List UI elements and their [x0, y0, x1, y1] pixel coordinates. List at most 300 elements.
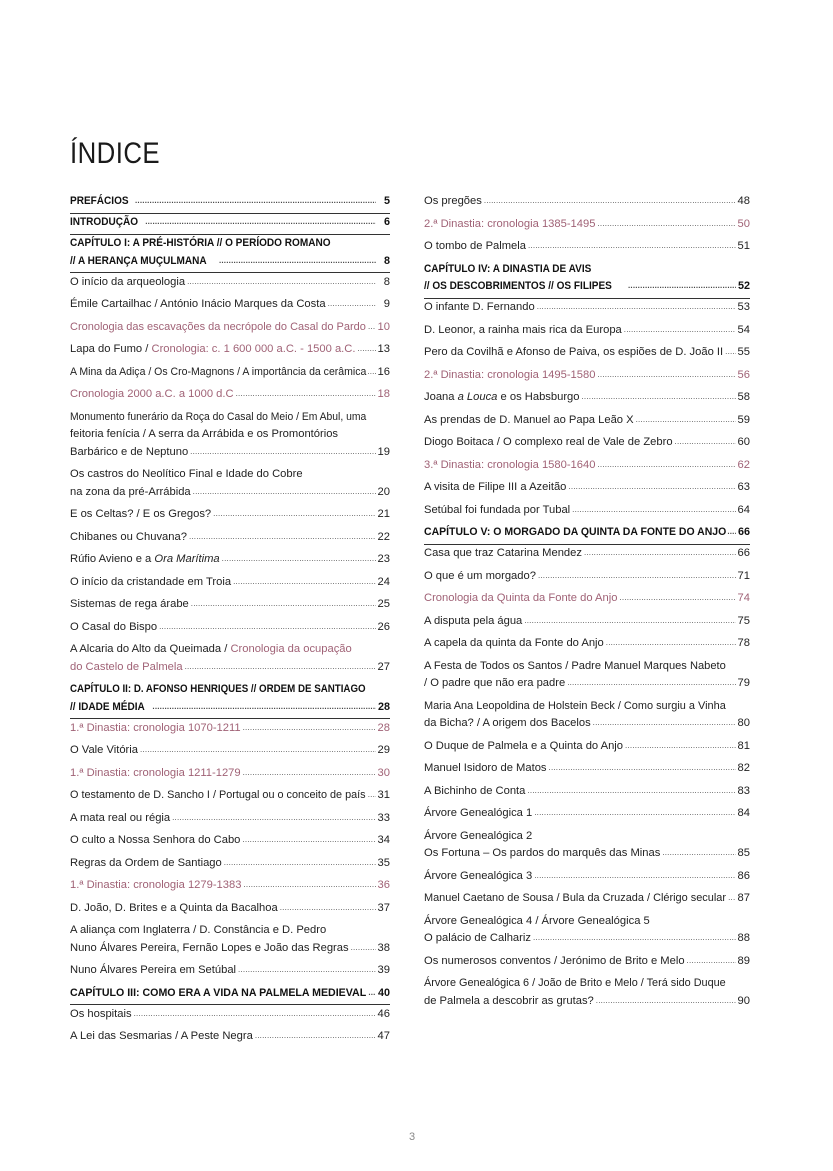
toc-entry-line: [70, 551, 390, 569]
toc-entry[interactable]: [70, 193, 390, 214]
toc-entry-line: [70, 699, 390, 717]
toc-entry-line: [424, 738, 750, 756]
toc-entry-line: [70, 484, 390, 502]
toc-entry[interactable]: [424, 457, 750, 475]
toc-entry-line: [70, 409, 390, 427]
toc-entry-line: [424, 502, 750, 520]
toc-page-number: 38: [377, 941, 390, 954]
toc-entry-title: Diogo Boitaca / O complexo real de Vale de Zebro: [424, 436, 673, 449]
toc-entry-line: [70, 659, 390, 677]
dot-leader: [224, 854, 376, 872]
toc-entry-title: de Palmela a descobrir as grutas?: [424, 994, 594, 1007]
dot-leader: [189, 528, 376, 546]
toc-entry-title: A Festa de Todos os Santos / Padre Manuel Marques Nabeto: [424, 659, 726, 672]
toc-page-number: 87: [737, 892, 750, 905]
toc-entry-title: // IDADE MÉDIA: [70, 700, 145, 713]
toc-entry[interactable]: [424, 261, 750, 299]
toc-entry[interactable]: [70, 832, 390, 850]
toc-entry[interactable]: [424, 299, 750, 317]
dot-leader: [368, 786, 376, 804]
toc-entry-line: [424, 828, 750, 846]
toc-entry-line: [424, 845, 750, 863]
toc-page-number: 83: [737, 784, 750, 797]
toc-entry[interactable]: [70, 985, 390, 1006]
toc-entry[interactable]: [424, 913, 750, 948]
toc-entry-line: [70, 341, 390, 359]
toc-page-number: 53: [737, 301, 750, 314]
toc-entry[interactable]: [70, 1028, 390, 1046]
dot-leader: [193, 483, 376, 501]
toc-entry[interactable]: [424, 524, 750, 545]
dot-leader: [597, 215, 735, 233]
dot-leader: [243, 719, 376, 737]
toc-entry-title: [70, 551, 220, 569]
toc-entry[interactable]: [70, 742, 390, 760]
dot-leader: [582, 388, 736, 406]
toc-entry-line: [424, 193, 750, 211]
page-number: 3: [409, 1131, 416, 1143]
dot-leader: [145, 213, 376, 231]
toc-entry[interactable]: [70, 551, 390, 569]
dot-leader: [625, 737, 736, 755]
toc-entry-title: [70, 341, 355, 359]
toc-page-number: 89: [737, 954, 750, 967]
toc-page-number: 27: [377, 660, 390, 673]
toc-entry-line: [424, 715, 750, 733]
toc-entry-title: O Casal do Bispo: [70, 620, 158, 633]
toc-entry-line: [70, 529, 390, 547]
toc-entry-title: O testamento de D. Sancho I / Portugal ou o conceito de país: [70, 789, 366, 802]
dot-leader: [191, 595, 376, 613]
toc-entry-line: [424, 658, 750, 676]
toc-page-number: 24: [377, 575, 390, 588]
toc-entry-title: CAPÍTULO III: COMO ERA A VIDA NA PALMELA MEDIEVAL: [70, 986, 367, 999]
toc-entry-title: A Mina da Adiça / Os Cro-Magnons / A importância da cerâmica: [70, 365, 367, 378]
toc-page-number: 85: [737, 847, 750, 860]
page-title: ÍNDICE: [70, 137, 161, 170]
dot-leader: [328, 295, 376, 313]
toc-entry-line: [424, 913, 750, 931]
toc-page-number: 90: [737, 994, 750, 1007]
toc-entry-title: O Duque de Palmela e a Quinta do Anjo: [424, 739, 624, 752]
dot-leader: [242, 831, 375, 849]
toc-entry-line: [70, 574, 390, 592]
toc-entry-title: Cronologia 2000 a.C. a 1000 d.C: [70, 388, 234, 401]
dot-leader: [152, 698, 376, 716]
toc-page-number: 19: [377, 445, 390, 458]
toc-entry[interactable]: [70, 274, 390, 292]
toc-page-number: 75: [737, 614, 750, 627]
toc-page-number: 88: [737, 932, 750, 945]
toc-entry-line: [70, 193, 390, 211]
toc-page-number: 60: [737, 436, 750, 449]
toc-entry-title: Os hospitais: [70, 1007, 132, 1020]
toc-entry[interactable]: [70, 765, 390, 783]
toc-entry[interactable]: [424, 238, 750, 256]
toc-entry-title: D. Leonor, a rainha mais rica da Europa: [424, 323, 622, 336]
toc-entry-title: CAPÍTULO I: A PRÉ-HISTÓRIA // O PERÍODO ROMANO: [70, 237, 331, 250]
toc-page-number: 28: [377, 700, 390, 713]
toc-entry-title: // OS DESCOBRIMENTOS // OS FILIPES: [424, 280, 612, 292]
toc-entry-title: / O padre que não era padre: [424, 677, 566, 690]
toc-entry[interactable]: [424, 322, 750, 340]
toc-entry-title: [424, 389, 580, 407]
dot-leader: [567, 674, 735, 692]
toc-entry-line: [424, 805, 750, 823]
toc-entry[interactable]: [70, 596, 390, 614]
toc-entry[interactable]: [70, 214, 390, 235]
toc-entry[interactable]: [70, 466, 390, 501]
toc-entry-line: [424, 389, 750, 407]
toc-entry-title: 1.ª Dinastia: cronologia 1070-1211: [70, 721, 241, 734]
toc-entry[interactable]: [424, 545, 750, 563]
toc-page-number: 47: [377, 1030, 390, 1043]
dot-leader: [624, 321, 736, 339]
toc-entry-title: A Bichinho de Conta: [424, 784, 526, 797]
toc-entry-title-part: Rúfio Avieno e a: [70, 553, 155, 566]
toc-entry-title: O infante D. Fernando: [424, 301, 535, 314]
toc-entry-line: [424, 868, 750, 886]
toc-page-number: 78: [737, 637, 750, 650]
toc-page-number: 71: [737, 569, 750, 582]
toc-entry-title: Árvore Genealógica 1: [424, 807, 533, 820]
toc-entry-title-part: e os Habsburgo: [497, 391, 580, 404]
dot-leader: [619, 589, 735, 607]
toc-entry-line: [70, 985, 390, 1003]
toc-entry-title: Monumento funerário da Roça do Casal do Meio / Em Abul, uma: [70, 410, 367, 423]
toc-entry-title: Os Fortuna – Os pardos do marquês das Minas: [424, 847, 661, 860]
toc-entry-line: [70, 1028, 390, 1046]
toc-entry-title: 1.ª Dinastia: cronologia 1211-1279: [70, 766, 241, 779]
toc-page-number: 51: [737, 240, 750, 252]
dot-leader: [572, 501, 735, 519]
toc-entry[interactable]: [424, 389, 750, 407]
toc-entry-title: Os pregões: [424, 195, 482, 207]
toc-entry-line: [424, 760, 750, 778]
toc-entry[interactable]: [424, 344, 750, 362]
dot-leader: [527, 782, 735, 800]
toc-entry-line: [70, 922, 390, 940]
toc-entry-line: [70, 619, 390, 637]
toc-entry-title: A mata real ou régia: [70, 811, 171, 824]
toc-page-number: 66: [737, 526, 750, 539]
toc-column-left: [70, 193, 390, 1051]
toc-page-number: 23: [377, 553, 390, 566]
toc-entry-line: [424, 412, 750, 430]
toc-page-number: 35: [377, 856, 390, 869]
dot-leader: [549, 759, 736, 777]
toc-entry-title: Regras da Ordem de Santiago: [70, 856, 222, 869]
toc-entry[interactable]: [70, 877, 390, 895]
toc-page-number: 55: [737, 346, 750, 359]
toc-entry-title: O que é um morgado?: [424, 569, 536, 582]
dot-leader: [255, 1027, 376, 1045]
dot-leader: [187, 273, 376, 291]
toc-entry-line: [70, 466, 390, 484]
toc-page-number: 48: [737, 195, 750, 207]
toc-entry[interactable]: [424, 828, 750, 863]
toc-page-number: 29: [377, 744, 390, 757]
toc-entry-title: // A HERANÇA MUÇULMANA: [70, 254, 207, 267]
toc-entry[interactable]: [424, 412, 750, 430]
toc-entry[interactable]: [70, 619, 390, 637]
toc-entry-line: [424, 238, 750, 256]
toc-page-number: 40: [377, 986, 390, 999]
toc-entry[interactable]: [70, 506, 390, 524]
toc-entry-line: [70, 214, 390, 232]
toc-page-number: 79: [737, 677, 750, 690]
toc-page-number: 34: [377, 834, 390, 847]
toc-entry[interactable]: [424, 479, 750, 497]
toc-entry-title: Nuno Álvares Pereira, Fernão Lopes e João das Regras: [70, 941, 349, 954]
toc-entry[interactable]: [424, 698, 750, 733]
dot-leader: [233, 573, 375, 591]
toc-entry[interactable]: [424, 738, 750, 756]
toc-entry-title: [70, 641, 352, 659]
toc-entry[interactable]: [70, 810, 390, 828]
dot-leader: [568, 478, 735, 496]
toc-entry[interactable]: [424, 658, 750, 693]
toc-entry[interactable]: [424, 868, 750, 886]
dot-leader: [628, 277, 736, 295]
dot-leader: [537, 298, 736, 316]
toc-page-number: 8: [383, 275, 390, 288]
toc-entry[interactable]: [70, 574, 390, 592]
toc-entry-title: 2.ª Dinastia: cronologia 1495-1580: [424, 368, 596, 381]
dot-leader: [584, 544, 736, 562]
toc-entry-title: Manuel Isidoro de Matos: [424, 762, 547, 775]
toc-entry[interactable]: [424, 367, 750, 385]
toc-entry[interactable]: [70, 1006, 390, 1024]
toc-entry-title: O início da arqueologia: [70, 275, 186, 288]
toc-entry-line: [70, 319, 390, 337]
dot-leader: [185, 658, 376, 676]
dot-leader: [357, 340, 375, 358]
toc-page-number: 30: [377, 766, 390, 779]
toc-column-right: [424, 193, 750, 1015]
toc-entry[interactable]: [70, 319, 390, 337]
toc-entry[interactable]: [424, 434, 750, 452]
toc-page-number: 54: [737, 323, 750, 336]
toc-entry-title: Os castros do Neolítico Final e Idade do Cobre: [70, 468, 303, 481]
toc-entry[interactable]: [70, 341, 390, 359]
toc-entry-italic: Ora Marítima: [154, 553, 220, 566]
toc-entry-title: da Bicha? / A origem dos Bacelos: [424, 717, 591, 730]
toc-page-number: 26: [377, 620, 390, 633]
toc-entry-line: [424, 590, 750, 608]
toc-entry-italic: a Louca: [457, 391, 498, 404]
toc-page-number: 84: [737, 807, 750, 820]
toc-page-number: 82: [737, 762, 750, 775]
toc-entry-line: [424, 299, 750, 317]
toc-entry[interactable]: [70, 922, 390, 957]
toc-entry-line: [424, 278, 750, 296]
dot-leader: [280, 899, 376, 917]
toc-page-number: 9: [383, 298, 390, 311]
toc-entry[interactable]: [424, 890, 750, 908]
toc-entry[interactable]: [424, 216, 750, 234]
dot-leader: [222, 550, 376, 568]
toc-entry-line: [70, 810, 390, 828]
toc-entry-line: [70, 855, 390, 873]
toc-entry-title: A aliança com Inglaterra / D. Constância e D. Pedro: [70, 924, 327, 937]
toc-page-number: 21: [377, 508, 390, 521]
toc-entry-title: Émile Cartailhac / António Inácio Marques da Costa: [70, 298, 326, 311]
toc-entry-chronology: Cronologia: c. 1 600 000 a.C. - 1500 a.C.: [151, 343, 356, 356]
toc-page-number: 63: [737, 481, 750, 494]
dot-leader: [528, 237, 736, 255]
toc-entry-line: [70, 962, 390, 980]
toc-entry-line: [70, 877, 390, 895]
toc-page-number: 80: [737, 717, 750, 730]
toc-entry[interactable]: [70, 529, 390, 547]
toc-page-number: 31: [377, 789, 390, 802]
toc-entry[interactable]: [70, 364, 390, 382]
toc-entry[interactable]: [70, 720, 390, 738]
toc-entry-title: O culto a Nossa Senhora do Cabo: [70, 834, 241, 847]
toc-entry[interactable]: [70, 962, 390, 980]
dot-leader: [636, 411, 736, 429]
toc-entry-title: Cronologia da Quinta da Fonte do Anjo: [424, 592, 618, 605]
toc-entry-title: INTRODUÇÃO: [70, 216, 139, 229]
toc-entry-line: [70, 253, 390, 271]
toc-entry-title: Nuno Álvares Pereira em Setúbal: [70, 964, 237, 977]
toc-entry-title: O Vale Vitória: [70, 744, 138, 757]
toc-entry[interactable]: [424, 590, 750, 608]
toc-entry-title: A visita de Filipe III a Azeitão: [424, 481, 567, 494]
toc-entry[interactable]: [424, 502, 750, 520]
dot-leader: [593, 714, 736, 732]
toc-entry-title: E os Celtas? / E os Gregos?: [70, 508, 212, 521]
toc-entry-line: [70, 296, 390, 314]
toc-page-number: 64: [737, 503, 750, 516]
toc-entry-line: [70, 506, 390, 524]
dot-leader: [534, 804, 735, 822]
toc-entry-line: [70, 641, 390, 659]
toc-entry[interactable]: [424, 635, 750, 653]
toc-entry-title: O palácio de Calhariz: [424, 932, 531, 945]
toc-entry[interactable]: [70, 296, 390, 314]
dot-leader: [727, 523, 736, 541]
toc-entry-line: [424, 568, 750, 586]
toc-entry-title: O início da cristandade em Troia: [70, 575, 232, 588]
toc-entry[interactable]: [424, 193, 750, 211]
toc-entry[interactable]: [424, 975, 750, 1010]
dot-leader: [243, 764, 376, 782]
toc-page-number: 25: [377, 598, 390, 611]
toc-entry[interactable]: [424, 783, 750, 801]
dot-leader: [213, 505, 375, 523]
toc-page-number: 74: [737, 592, 750, 605]
dot-leader: [597, 366, 735, 384]
toc-page-number: 39: [377, 964, 390, 977]
toc-page-number: 37: [377, 901, 390, 914]
toc-entry-title: 1.ª Dinastia: cronologia 1279-1383: [70, 879, 242, 892]
toc-entry-title: A capela da quinta da Fonte do Anjo: [424, 637, 604, 650]
toc-entry[interactable]: [424, 805, 750, 823]
toc-entry-title: A disputa pela água: [424, 614, 523, 627]
toc-entry-title: Árvore Genealógica 3: [424, 869, 533, 882]
toc-page-number: 18: [377, 388, 390, 401]
toc-entry-line: [70, 364, 390, 382]
toc-entry[interactable]: [424, 760, 750, 778]
toc-entry[interactable]: [424, 953, 750, 971]
toc-entry-line: [424, 367, 750, 385]
dot-leader: [140, 741, 376, 759]
toc-entry-title: A Lei das Sesmarias / A Peste Negra: [70, 1030, 253, 1043]
toc-entry-line: [424, 545, 750, 563]
toc-entry[interactable]: [70, 787, 390, 805]
toc-entry-line: [70, 832, 390, 850]
toc-page-number: 22: [377, 530, 390, 543]
toc-entry-title-part: Joana: [424, 391, 458, 404]
dot-leader: [368, 318, 376, 336]
toc-entry[interactable]: [70, 900, 390, 918]
toc-page-number: 58: [737, 391, 750, 404]
toc-page-number: 66: [737, 547, 750, 560]
toc-entry[interactable]: [70, 386, 390, 404]
toc-entry-title: Setúbal foi fundada por Tubal: [424, 503, 571, 516]
toc-entry[interactable]: [70, 641, 390, 676]
toc-entry-title: Maria Ana Leopoldina de Holstein Beck / Como surgiu a Vinha: [424, 699, 726, 712]
dot-leader: [538, 567, 736, 585]
toc-page-number: 59: [737, 413, 750, 426]
toc-entry[interactable]: [70, 409, 390, 462]
toc-page-number: 86: [737, 869, 750, 882]
toc-entry[interactable]: [70, 855, 390, 873]
dot-leader: [190, 443, 375, 461]
toc-entry-title: Árvore Genealógica 2: [424, 829, 533, 842]
toc-entry-title: na zona da pré-Arrábida: [70, 485, 191, 498]
toc-entry-title: CAPÍTULO II: D. AFONSO HENRIQUES // ORDEM DE SANTIAGO: [70, 683, 366, 696]
toc-entry-title: Chibanes ou Chuvana?: [70, 530, 187, 543]
toc-entry-line: [424, 783, 750, 801]
toc-page-number: 62: [737, 458, 750, 471]
toc-entry-line: [424, 635, 750, 653]
toc-entry-line: [70, 742, 390, 760]
toc-entry-title: As prendas de D. Manuel ao Papa Leão X: [424, 413, 634, 426]
toc-page-number: 50: [737, 217, 750, 230]
toc-entry-line: [424, 993, 750, 1011]
toc-entry[interactable]: [424, 568, 750, 586]
toc-entry-line: [70, 940, 390, 958]
toc-entry-line: [424, 457, 750, 475]
toc-entry-line: [70, 900, 390, 918]
toc-entry[interactable]: [70, 681, 390, 719]
toc-entry-title: 3.ª Dinastia: cronologia 1580-1640: [424, 458, 596, 471]
toc-entry-line: [70, 426, 390, 444]
toc-entry[interactable]: [424, 613, 750, 631]
toc-page-number: 16: [377, 365, 390, 378]
toc-entry-line: [70, 274, 390, 292]
dot-leader: [606, 634, 736, 652]
toc-entry[interactable]: [70, 235, 390, 273]
toc-entry-line: [70, 444, 390, 462]
toc-entry-line: [70, 1006, 390, 1024]
toc-entry-line: [424, 675, 750, 693]
toc-page-number: 10: [377, 320, 390, 333]
toc-entry-line: [70, 765, 390, 783]
dot-leader: [533, 929, 736, 947]
toc-entry-chronology: Cronologia da ocupação: [230, 643, 352, 656]
toc-entry-title: Os numerosos conventos / Jerónimo de Brito e Melo: [424, 954, 685, 967]
toc-entry-line: [424, 524, 750, 542]
toc-entry-title: Barbárico e de Neptuno: [70, 445, 189, 458]
toc-page-number: 36: [377, 879, 390, 892]
toc-entry-line: [424, 434, 750, 452]
dot-leader: [368, 984, 376, 1002]
toc-entry-title: feitoria fenícia / A serra da Arrábida e os Promontórios: [70, 428, 339, 441]
